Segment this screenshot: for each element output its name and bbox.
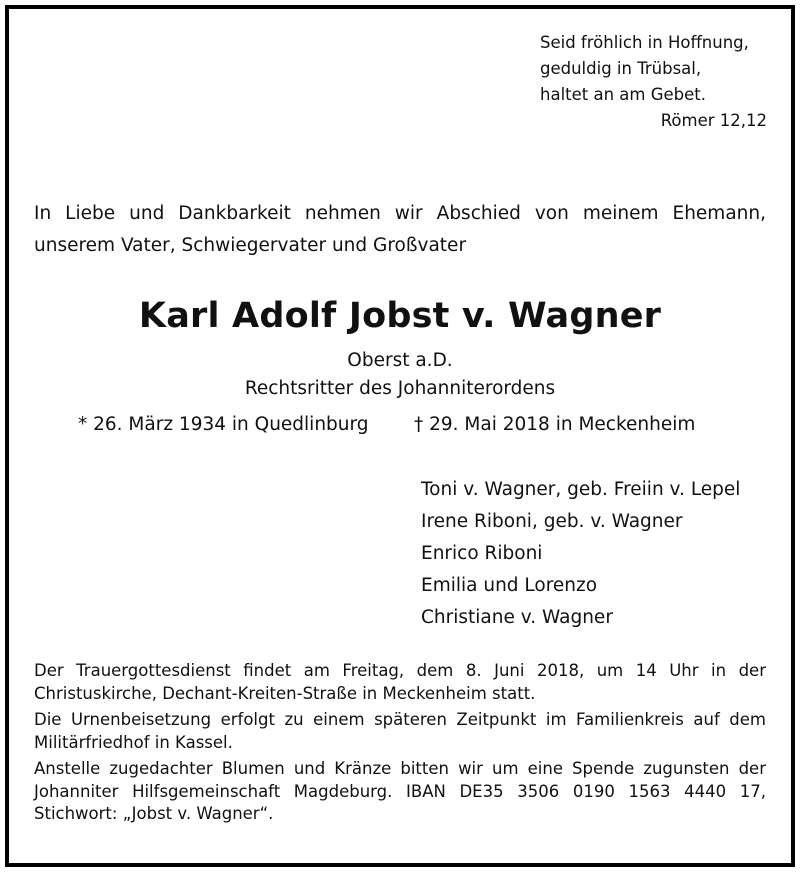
deceased-rank: Oberst a.D.	[347, 350, 453, 371]
deceased-name: Karl Adolf Jobst v. Wagner	[138, 296, 662, 336]
mourner-item: Enrico Riboni	[421, 543, 543, 564]
funeral-details	[34, 660, 766, 830]
intro-text: In Liebe und Dankbarkeit nehmen wir Abschied von meinem Ehemann, unserem Vater, Schwiegervater und Großvater	[34, 203, 766, 256]
death-date: † 29. Mai 2018 in Meckenheim	[414, 414, 696, 435]
verse-line-1: Seid fröhlich in Hoffnung,	[540, 33, 749, 52]
verse-line-3: haltet an am Gebet.	[540, 85, 707, 104]
mourner-item: Toni v. Wagner, geb. Freiin v. Lepel	[421, 479, 741, 500]
mourner-item: Christiane v. Wagner	[421, 607, 613, 628]
service-info: Der Trauergottesdienst findet am Freitag, dem 8. Juni 2018, um 14 Uhr in der Christuskirche, Dechant-Kreiten-Straße in Meckenheim statt.	[34, 661, 766, 703]
donation-info: Anstelle zugedachter Blumen und Kränze bitten wir um eine Spende zugunsten der Johanniter Hilfsgemeinschaft Magdeburg. IBAN DE35 3506 0190 1563 4440 17, Stichwort: „Jobst v. Wagner“.	[34, 759, 766, 823]
deceased-title: Rechtsritter des Johanniterordens	[244, 378, 556, 399]
mourners-list	[421, 474, 740, 634]
bible-verse	[540, 30, 767, 134]
verse-line-2: geduldig in Trübsal,	[540, 59, 702, 78]
burial-info: Die Urnenbeisetzung erfolgt zu einem späteren Zeitpunkt im Familienkreis auf dem Militärfriedhof in Kassel.	[34, 710, 766, 752]
verse-reference: Römer 12,12	[660, 111, 767, 130]
mourner-item: Irene Riboni, geb. v. Wagner	[421, 511, 683, 532]
birth-date: * 26. März 1934 in Quedlinburg	[78, 414, 369, 435]
mourner-item: Emilia und Lorenzo	[421, 575, 598, 596]
